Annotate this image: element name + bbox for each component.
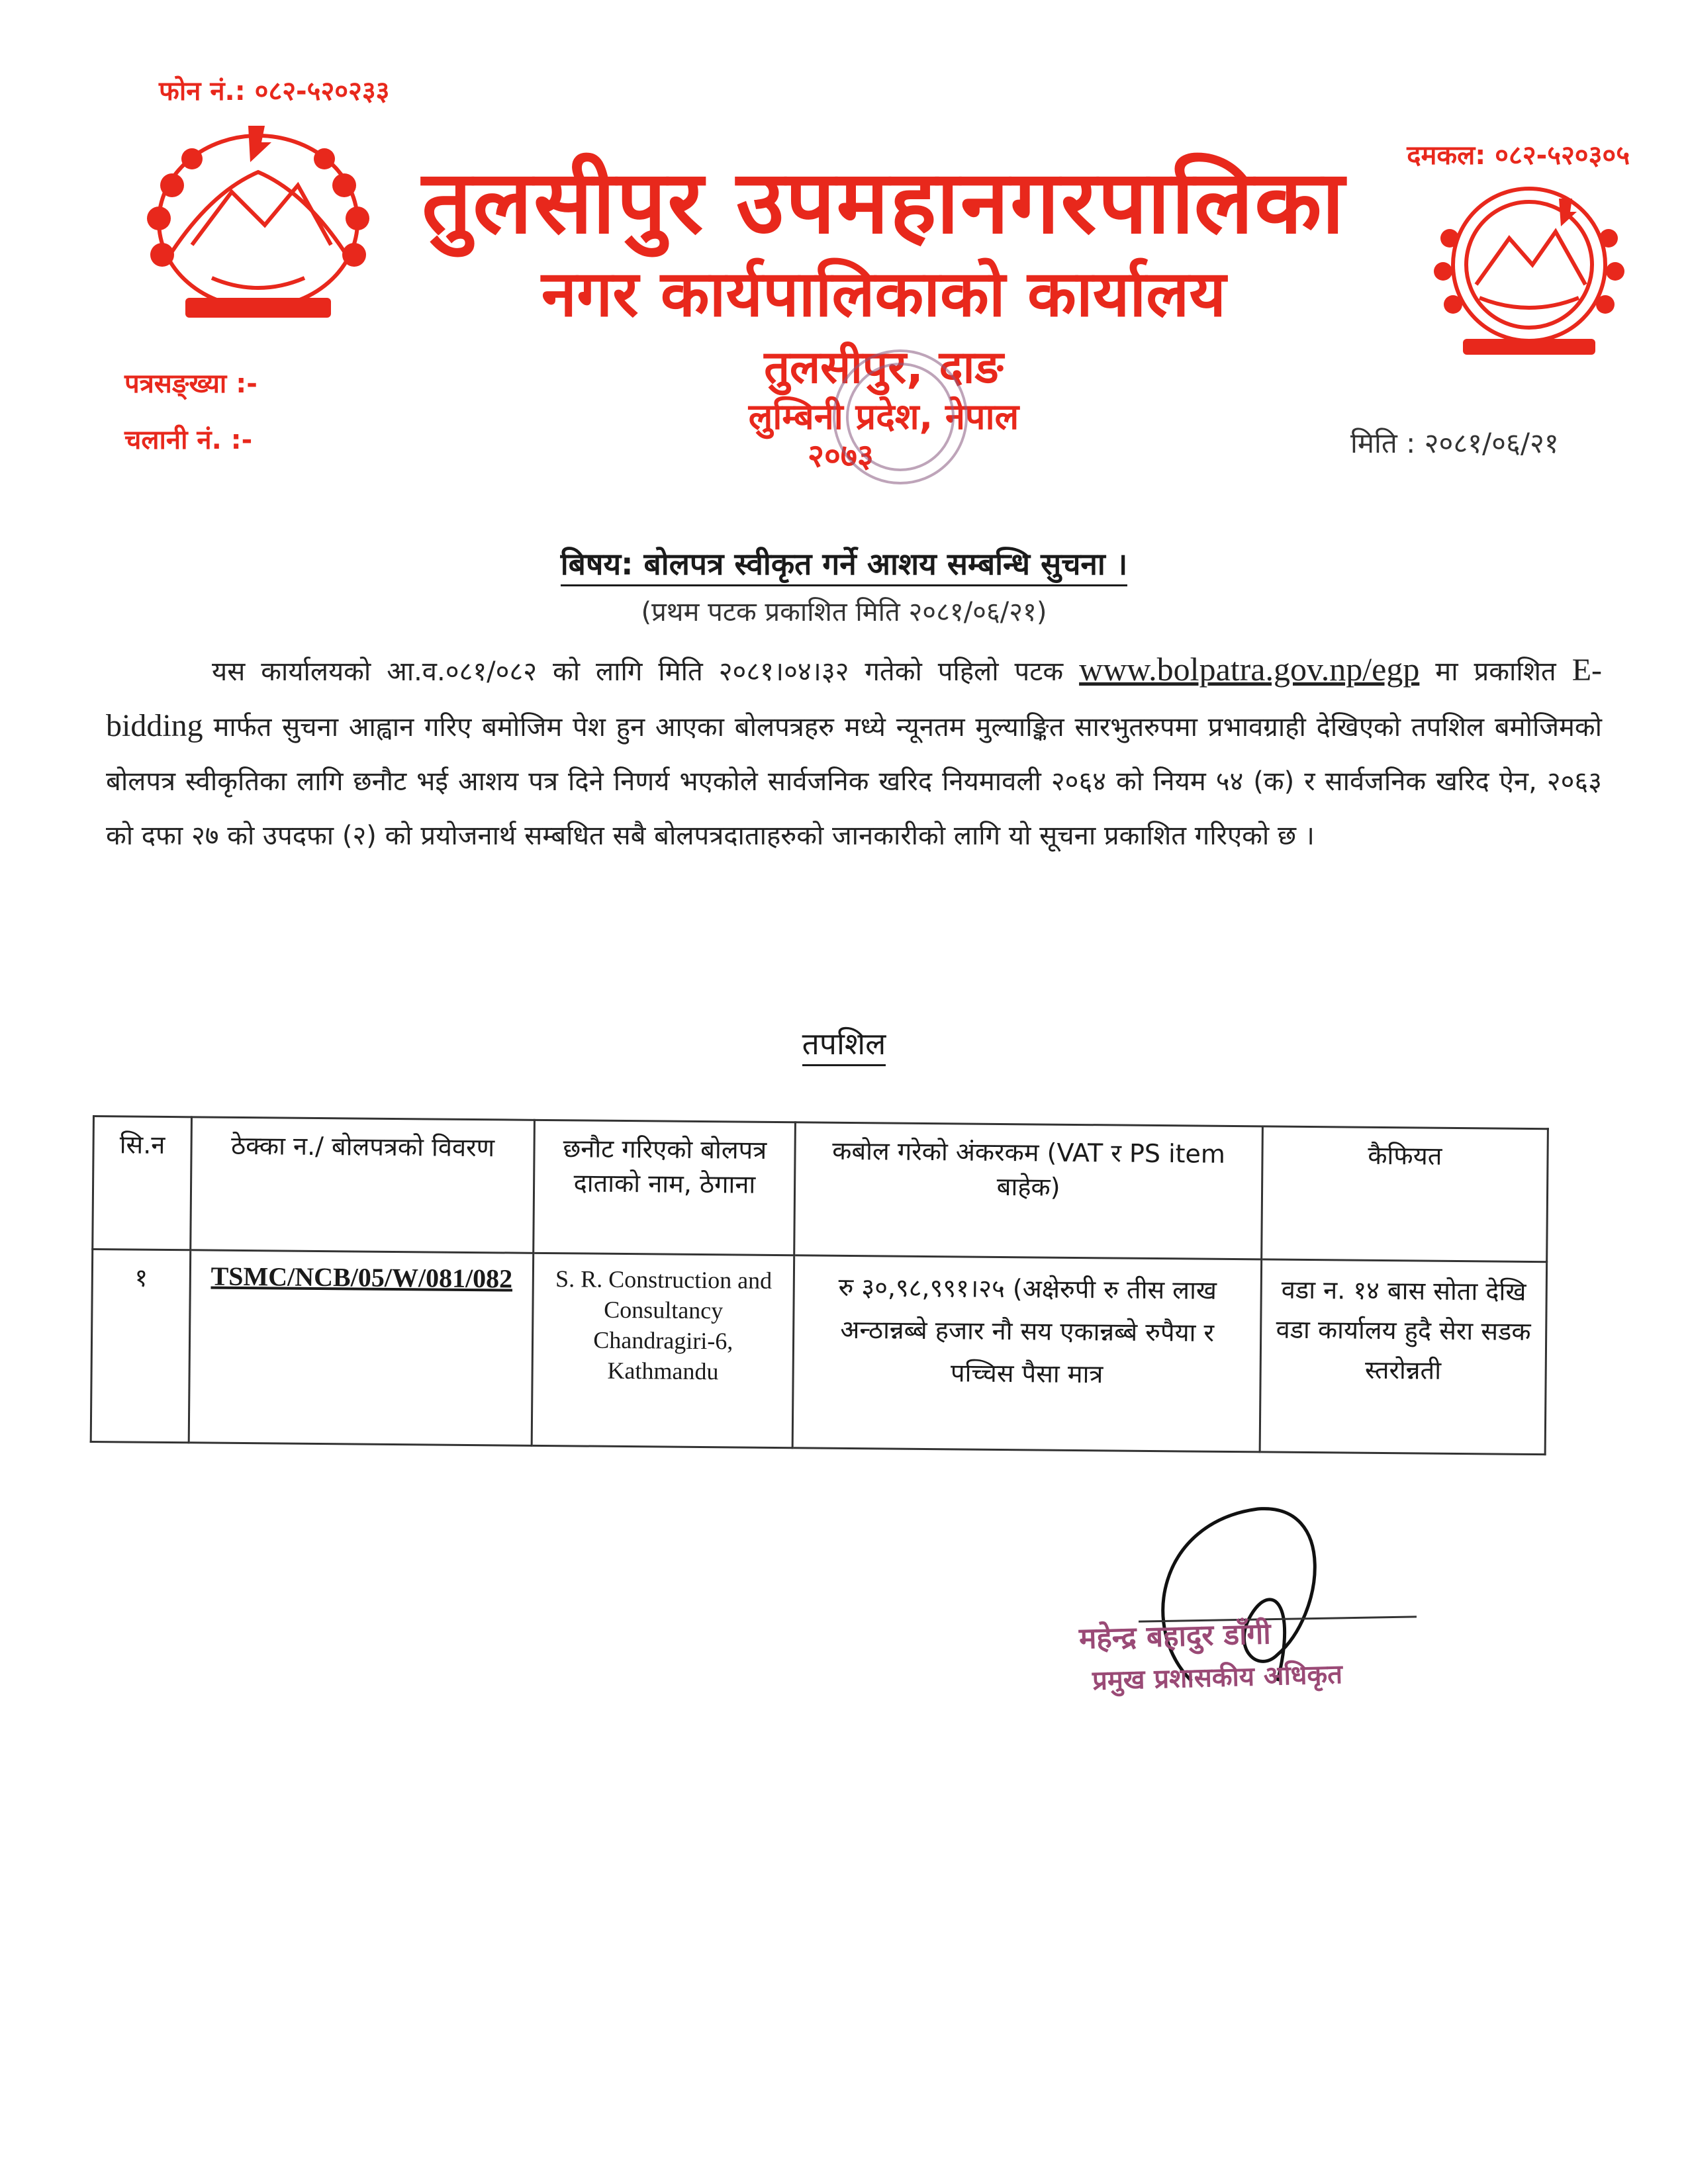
org-name: तुलसीपुर उपमहानगरपालिका [422, 152, 1346, 253]
body-part-1: यस कार्यालयको आ.व.०८१/०८२ को लागि मिति २०८१।०४।३२ गतेको पहिलो पटक [212, 657, 1064, 687]
header-remark: कैफियत [1261, 1126, 1548, 1262]
bid-table [90, 1115, 1549, 1455]
header-serial: सि.न [93, 1116, 192, 1250]
municipality-logo [1423, 165, 1635, 364]
header-bidder: छनौट गरिएको बोलपत्र दाताको नाम, ठेगाना [534, 1120, 796, 1255]
reference-number-label: पत्रसङ्ख्या :- [124, 369, 258, 399]
subject-note: (प्रथम पटक प्रकाशित मिति २०८१/०६/२१) [641, 597, 1047, 627]
office-province: लुम्बिनी प्रदेश, नेपाल [748, 396, 1019, 437]
subject-text: बिषय: बोलपत्र स्वीकृत गर्ने आशय सम्बन्धि सुचना । [561, 546, 1128, 586]
body-part-2: मा प्रकाशित [1435, 657, 1556, 687]
office-stamp [774, 344, 1013, 496]
schedule-heading-text: तपशिल [802, 1026, 886, 1066]
table-header-row [93, 1116, 1548, 1262]
header-contract: ठेक्का न./ बोलपत्रको विवरण [191, 1117, 535, 1253]
body-part-3: मार्फत सुचना आह्वान गरिए बमोजिम पेश हुन आएका बोलपत्रहरु मध्ये न्यूनतम मुल्याङ्कित सारभुतरुपमा प्रभावग्राही देखिएको तपशिल बमोजिमको बोलपत्र स्वीकृतिका लागि छनौट भई आशय पत्र दिने निणर्य भएकोले सार्वजनिक खरिद नियमावली २०६४ को नियम ५४ (क) र सार्वजनिक खरिद ऐन, २०६३ को दफा २७ को उपदफा (२) को प्रयोजनार्थ सम्बधित सबै बोलपत्रदाताहरुको जानकारीको लागि यो सूचना प्रकाशित गरिएको छ । [106, 712, 1602, 851]
cell-amount: रु ३०,९८,९९१।२५ (अक्षेरुपी रु तीस लाख अन्ठान्नब्बे हजार नौ सय एकान्नब्बे रुपैया र पच्चिस पैसा मात्र [793, 1255, 1262, 1452]
cell-serial: १ [91, 1250, 190, 1443]
notice-body [106, 642, 1602, 863]
bolpatra-link[interactable]: www.bolpatra.gov.np/egp [1079, 651, 1420, 688]
fire-brigade-number: दमकल: ०८२-५२०३०५ [1407, 140, 1630, 171]
cell-remark: वडा न. १४ बास सोता देखि वडा कार्यालय हुदै सेरा सडक स्तरोन्नती [1260, 1259, 1547, 1455]
office-name: नगर कार्यपालिकाको कार्यालय [541, 257, 1227, 331]
established-year: २०७३ [808, 437, 874, 475]
header-amount: कबोल गरेको अंकरकम (VAT र PS item बाहेक) [794, 1122, 1262, 1259]
ebidding-text: E-bidding [106, 653, 1603, 743]
signatory-title: प्रमुख प्रशासकीय अधिकृत [1092, 1659, 1343, 1696]
contract-number: TSMC/NCB/05/W/081/082 [211, 1261, 513, 1294]
cell-bidder: S. R. Construction and Consultancy Chandragiri-6, Kathmandu [532, 1253, 794, 1447]
table-row [91, 1250, 1546, 1455]
subject-line [0, 543, 1688, 584]
dispatch-number-label: चलानी नं. :- [124, 425, 253, 455]
letter-date: मिति : २०८१/०६/२१ [1350, 427, 1559, 459]
phone-number: फोन नं.: ०८२-५२०२३३ [159, 76, 390, 107]
office-city: तुलसीपुर, दाङ [764, 341, 1004, 394]
nepal-emblem-logo [132, 113, 384, 331]
cell-contract [189, 1250, 534, 1446]
schedule-heading [0, 1023, 1688, 1064]
signatory-name: महेन्द्र बहादुर डाँगी [1078, 1617, 1272, 1656]
